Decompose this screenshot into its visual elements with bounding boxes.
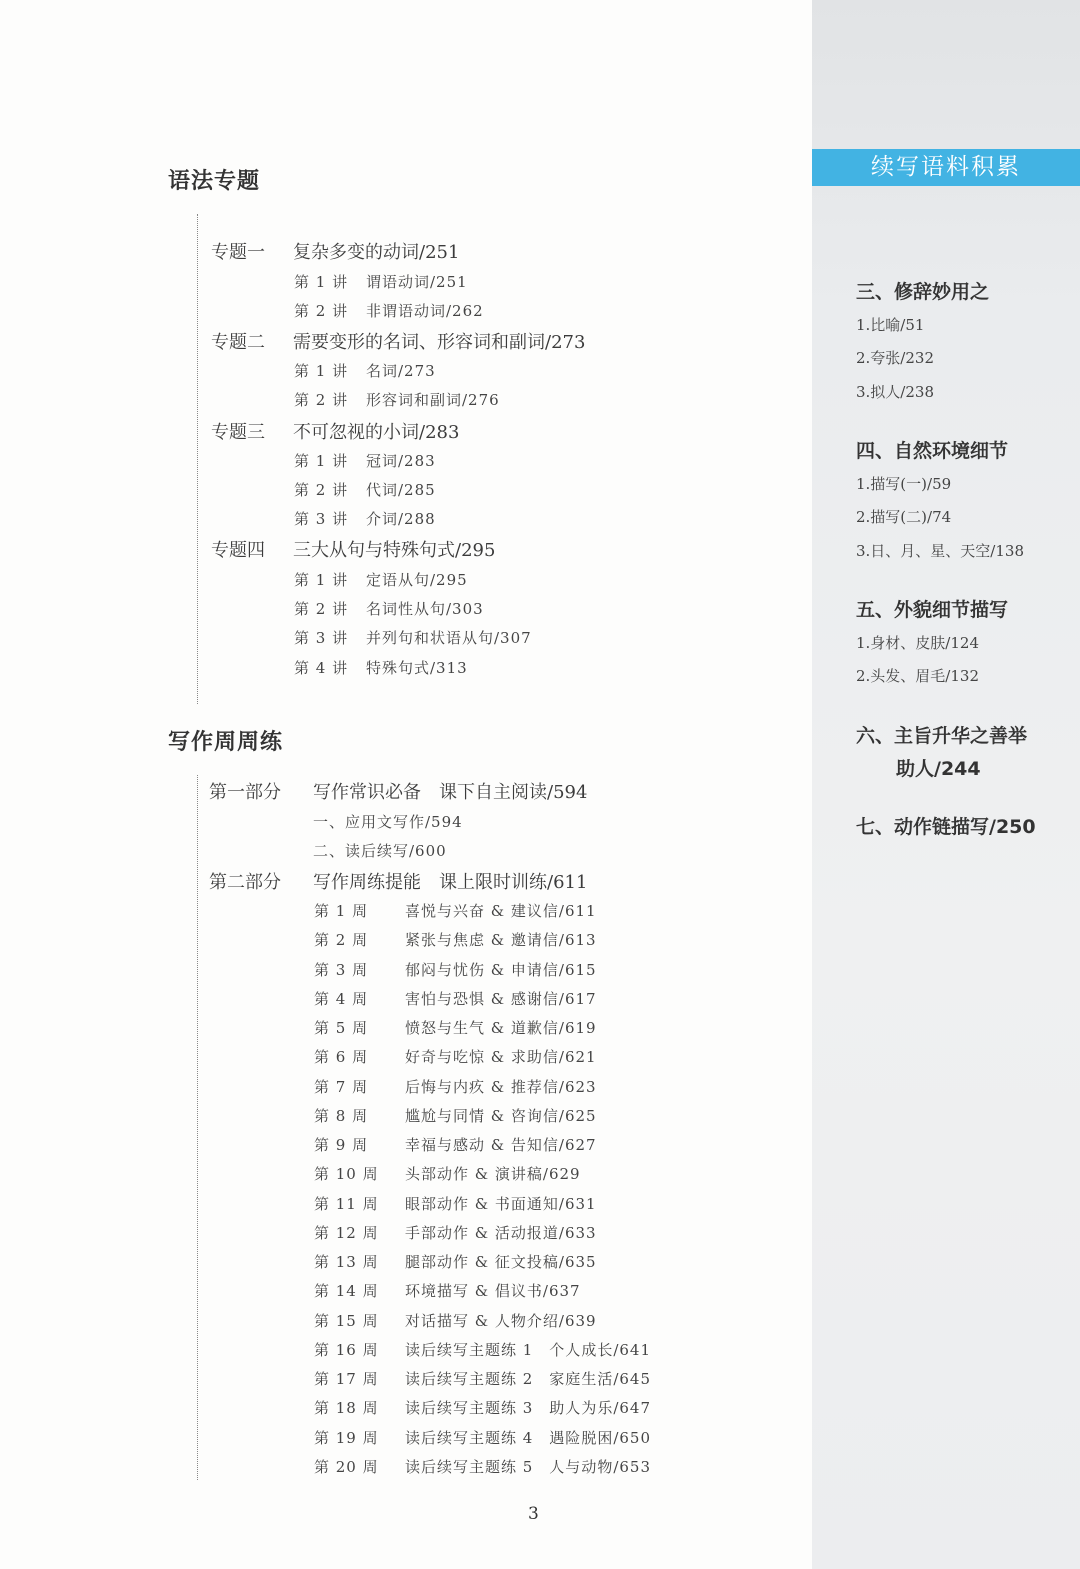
week-label: 第 3 周	[314, 961, 369, 979]
week-title: 读后续写主题练 1 个人成长/641	[405, 1341, 651, 1359]
lecture-title: 冠词/283	[366, 452, 436, 470]
topic-title: 复杂多变的动词/251	[293, 242, 460, 263]
topic-row[interactable]	[211, 418, 459, 444]
lecture-row[interactable]	[294, 389, 500, 410]
week-label: 第 14 周	[314, 1282, 379, 1300]
lecture-row[interactable]	[294, 450, 436, 471]
sidebar-item[interactable]: 2.夸张/232	[856, 349, 934, 367]
week-title: 手部动作 & 活动报道/633	[405, 1224, 597, 1242]
part-row[interactable]	[209, 778, 587, 804]
week-row[interactable]	[314, 1310, 597, 1331]
grammar-section-title: 语法专题	[168, 169, 261, 194]
week-row[interactable]	[314, 959, 597, 980]
week-label: 第 15 周	[314, 1312, 379, 1330]
sidebar-heading-continued[interactable]: 助人/244	[896, 758, 981, 780]
writing-divider-line	[197, 775, 198, 1480]
topic-label: 专题四	[211, 540, 265, 561]
week-title: 眼部动作 & 书面通知/631	[405, 1195, 597, 1213]
part-title: 写作常识必备 课下自主阅读/594	[313, 782, 588, 803]
week-row[interactable]	[314, 1134, 597, 1155]
part-label: 第二部分	[209, 872, 281, 893]
topic-label: 专题一	[211, 242, 265, 263]
sidebar-heading[interactable]: 三、修辞妙用之	[856, 281, 990, 303]
week-row[interactable]	[314, 1397, 651, 1418]
week-row[interactable]	[314, 1105, 597, 1126]
lecture-row[interactable]	[294, 300, 484, 321]
sidebar-banner	[812, 149, 1080, 186]
topic-row[interactable]	[211, 536, 495, 562]
lecture-row[interactable]	[294, 508, 436, 529]
week-row[interactable]	[314, 900, 597, 921]
lecture-row[interactable]	[294, 598, 484, 619]
week-label: 第 20 周	[314, 1458, 379, 1476]
topic-title: 三大从句与特殊句式/295	[293, 540, 496, 561]
week-row[interactable]	[314, 1427, 651, 1448]
lecture-label: 第 1 讲	[294, 571, 349, 589]
week-title: 好奇与吃惊 & 求助信/621	[405, 1048, 597, 1066]
week-row[interactable]	[314, 1456, 651, 1477]
lecture-label: 第 1 讲	[294, 452, 349, 470]
sidebar-item[interactable]: 2.描写(二)/74	[856, 508, 952, 526]
lecture-title: 并列句和状语从句/307	[366, 629, 532, 647]
topic-title: 不可忽视的小词/283	[293, 422, 460, 443]
week-label: 第 17 周	[314, 1370, 379, 1388]
topic-label: 专题二	[211, 332, 265, 353]
week-label: 第 4 周	[314, 990, 369, 1008]
week-label: 第 13 周	[314, 1253, 379, 1271]
week-label: 第 9 周	[314, 1136, 369, 1154]
week-title: 幸福与感动 & 告知信/627	[405, 1136, 597, 1154]
week-title: 喜悦与兴奋 & 建议信/611	[405, 902, 597, 920]
lecture-label: 第 1 讲	[294, 362, 349, 380]
topic-label: 专题三	[211, 422, 265, 443]
week-title: 对话描写 & 人物介绍/639	[405, 1312, 597, 1330]
week-title: 紧张与焦虑 & 邀请信/613	[405, 931, 597, 949]
lecture-row[interactable]	[294, 479, 436, 500]
week-row[interactable]	[314, 1339, 651, 1360]
topic-row[interactable]	[211, 328, 585, 354]
week-label: 第 18 周	[314, 1399, 379, 1417]
lecture-row[interactable]	[294, 657, 468, 678]
week-row[interactable]	[314, 1046, 597, 1067]
sidebar-item[interactable]: 3.日、月、星、天空/138	[856, 542, 1024, 560]
lecture-title: 特殊句式/313	[366, 659, 468, 677]
lecture-label: 第 2 讲	[294, 302, 349, 320]
week-label: 第 19 周	[314, 1429, 379, 1447]
week-title: 读后续写主题练 4 遇险脱困/650	[405, 1429, 651, 1447]
week-label: 第 2 周	[314, 931, 369, 949]
week-title: 读后续写主题练 3 助人为乐/647	[405, 1399, 651, 1417]
week-title: 头部动作 & 演讲稿/629	[405, 1165, 581, 1183]
week-label: 第 1 周	[314, 902, 369, 920]
lecture-row[interactable]	[294, 627, 532, 648]
sidebar-item[interactable]: 3.拟人/238	[856, 383, 934, 401]
week-row[interactable]	[314, 1251, 597, 1272]
week-label: 第 11 周	[314, 1195, 379, 1213]
lecture-title: 谓语动词/251	[366, 273, 468, 291]
lecture-label: 第 3 讲	[294, 629, 349, 647]
sidebar-item[interactable]: 1.身材、皮肤/124	[856, 634, 979, 652]
topic-title: 需要变形的名词、形容词和副词/273	[293, 332, 586, 353]
sidebar-item[interactable]: 2.头发、眉毛/132	[856, 667, 979, 685]
week-row[interactable]	[314, 1193, 597, 1214]
lecture-label: 第 1 讲	[294, 273, 349, 291]
lecture-label: 第 3 讲	[294, 510, 349, 528]
week-row[interactable]	[314, 1280, 581, 1301]
week-row[interactable]	[314, 988, 597, 1009]
lecture-label: 第 2 讲	[294, 481, 349, 499]
week-title: 后悔与内疚 & 推荐信/623	[405, 1078, 597, 1096]
lecture-title: 名词性从句/303	[366, 600, 484, 618]
part-title: 写作周练提能 课上限时训练/611	[313, 872, 588, 893]
sidebar-item[interactable]: 1.比喻/51	[856, 316, 925, 334]
week-label: 第 8 周	[314, 1107, 369, 1125]
lecture-title: 非谓语动词/262	[366, 302, 484, 320]
lecture-title: 形容词和副词/276	[366, 391, 500, 409]
week-row[interactable]	[314, 1222, 597, 1243]
week-row[interactable]	[314, 929, 597, 950]
lecture-row[interactable]	[294, 569, 468, 590]
week-label: 第 12 周	[314, 1224, 379, 1242]
week-row[interactable]	[314, 1368, 651, 1389]
lecture-label: 第 4 讲	[294, 659, 349, 677]
part-sub-row[interactable]: 二、读后续写/600	[313, 842, 447, 860]
page-number: 3	[528, 1504, 539, 1524]
week-title: 愤怒与生气 & 道歉信/619	[405, 1019, 597, 1037]
week-title: 读后续写主题练 2 家庭生活/645	[405, 1370, 651, 1388]
sidebar-heading[interactable]: 五、外貌细节描写	[856, 599, 1009, 621]
week-row[interactable]	[314, 1076, 597, 1097]
sidebar-banner-text: 续写语料积累	[871, 154, 1021, 180]
lecture-title: 定语从句/295	[366, 571, 468, 589]
lecture-title: 介词/288	[366, 510, 436, 528]
week-title: 害怕与恐惧 & 感谢信/617	[405, 990, 597, 1008]
grammar-divider-line	[197, 214, 198, 704]
sidebar-heading[interactable]: 六、主旨升华之善举	[856, 725, 1028, 747]
week-label: 第 7 周	[314, 1078, 369, 1096]
part-label: 第一部分	[209, 782, 281, 803]
lecture-row[interactable]	[294, 360, 436, 381]
week-label: 第 10 周	[314, 1165, 379, 1183]
sidebar-heading[interactable]: 七、动作链描写/250	[856, 816, 1036, 838]
sidebar-heading[interactable]: 四、自然环境细节	[856, 440, 1009, 462]
writing-section-title: 写作周周练	[168, 730, 284, 755]
week-row[interactable]	[314, 1017, 597, 1038]
week-row[interactable]	[314, 1163, 581, 1184]
part-sub-row[interactable]: 一、应用文写作/594	[313, 813, 463, 831]
week-title: 读后续写主题练 5 人与动物/653	[405, 1458, 651, 1476]
part-row[interactable]	[209, 868, 587, 894]
week-title: 尴尬与同情 & 咨询信/625	[405, 1107, 597, 1125]
lecture-row[interactable]	[294, 271, 468, 292]
week-label: 第 6 周	[314, 1048, 369, 1066]
sidebar-panel	[812, 0, 1080, 1569]
week-title: 腿部动作 & 征文投稿/635	[405, 1253, 597, 1271]
week-title: 环境描写 & 倡议书/637	[405, 1282, 581, 1300]
week-label: 第 16 周	[314, 1341, 379, 1359]
week-label: 第 5 周	[314, 1019, 369, 1037]
topic-row[interactable]	[211, 238, 459, 264]
sidebar-item[interactable]: 1.描写(一)/59	[856, 475, 952, 493]
lecture-title: 名词/273	[366, 362, 436, 380]
lecture-label: 第 2 讲	[294, 391, 349, 409]
lecture-title: 代词/285	[366, 481, 436, 499]
lecture-label: 第 2 讲	[294, 600, 349, 618]
week-title: 郁闷与忧伤 & 申请信/615	[405, 961, 597, 979]
